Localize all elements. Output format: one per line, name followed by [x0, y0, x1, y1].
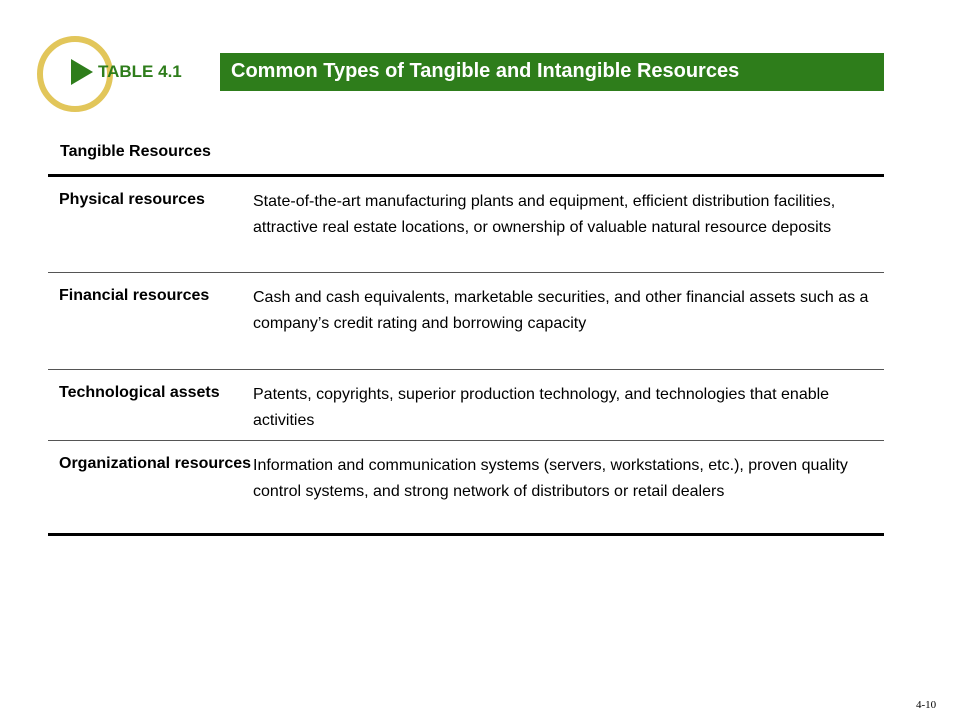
- row-label: Physical resources: [59, 191, 205, 208]
- table-row: [48, 440, 884, 533]
- title-bar: [220, 53, 884, 91]
- section-heading: Tangible Resources: [60, 143, 211, 160]
- row-label: Organizational resources: [59, 455, 252, 472]
- table-row: [48, 272, 884, 369]
- row-description: Cash and cash equivalents, marketable securities, and other financial assets such as a company’s credit rating and borrowing capacity: [253, 289, 869, 332]
- row-label: Financial resources: [59, 287, 210, 304]
- page-title: Common Types of Tangible and Intangible Resources: [231, 60, 740, 82]
- play-icon: [71, 59, 93, 85]
- row-description: Patents, copyrights, superior production technology, and technologies that enable activities: [253, 386, 830, 429]
- table-label: TABLE 4.1: [98, 62, 182, 81]
- page-number: 4-10: [916, 699, 937, 711]
- table-row: [48, 369, 884, 440]
- row-label: Technological assets: [59, 384, 220, 401]
- table-row: [48, 177, 884, 272]
- row-description: Information and communication systems (servers, workstations, etc.), proven quality control systems, and strong network of distributors or retail dealers: [253, 457, 848, 500]
- row-description: State-of-the-art manufacturing plants and equipment, efficient distribution facilities, attractive real estate locations, or ownership of valuable natural resource deposits: [253, 193, 836, 236]
- resources-table: [48, 174, 884, 536]
